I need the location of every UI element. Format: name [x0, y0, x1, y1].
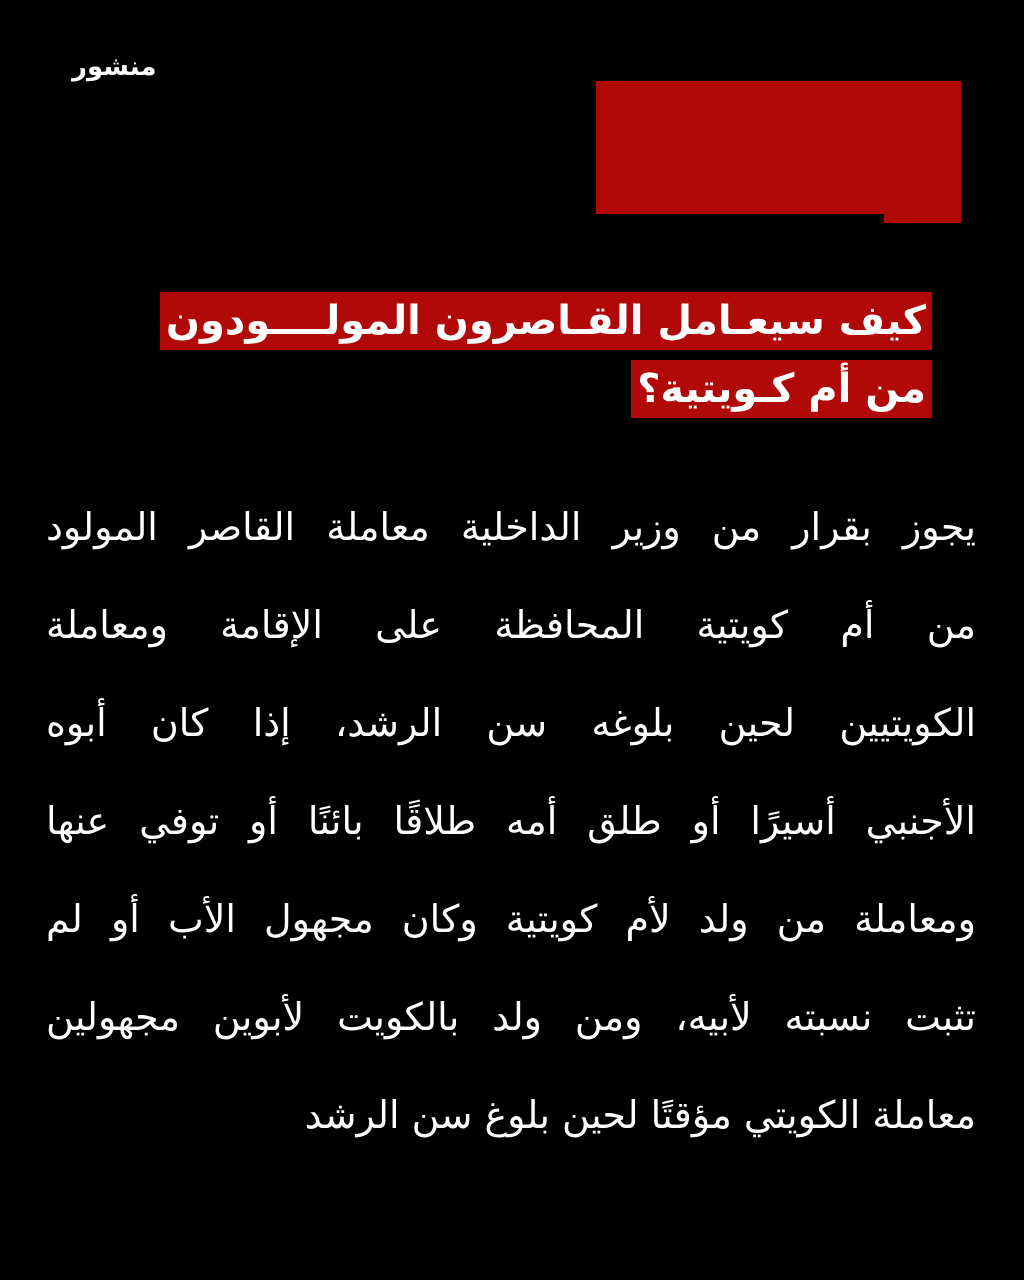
headline — [72, 292, 932, 428]
headline-line-1: كيف سيعـامل القـاصرون المولــــودون — [160, 292, 932, 350]
body-line: من أم كويتية المحافظة على الإقامة ومعاملة — [46, 603, 976, 647]
brand-logo: منشور — [72, 52, 157, 82]
article-body — [46, 478, 976, 1164]
body-line: معاملة الكويتي مؤقتًا لحين بلوغ سن الرشد — [304, 1093, 976, 1137]
body-line: يجوز بقرار من وزير الداخلية معاملة القاصر المولود — [46, 505, 976, 549]
headline-line-2: من أم كـويتية؟ — [631, 360, 932, 418]
decorative-red-block-tab — [884, 214, 961, 223]
body-line: تثبت نسبته لأبيه، ومن ولد بالكويت لأبوين مجهولين — [46, 995, 976, 1039]
body-line: الكويتيين لحين بلوغه سن الرشد، إذا كان أبوه — [46, 701, 976, 745]
body-line: ومعاملة من ولد لأم كويتية وكان مجهول الأب أو لم — [46, 897, 976, 941]
body-line: الأجنبي أسيرًا أو طلق أمه طلاقًا بائنًا أو توفي عنها — [46, 799, 976, 843]
decorative-red-block — [596, 81, 961, 214]
